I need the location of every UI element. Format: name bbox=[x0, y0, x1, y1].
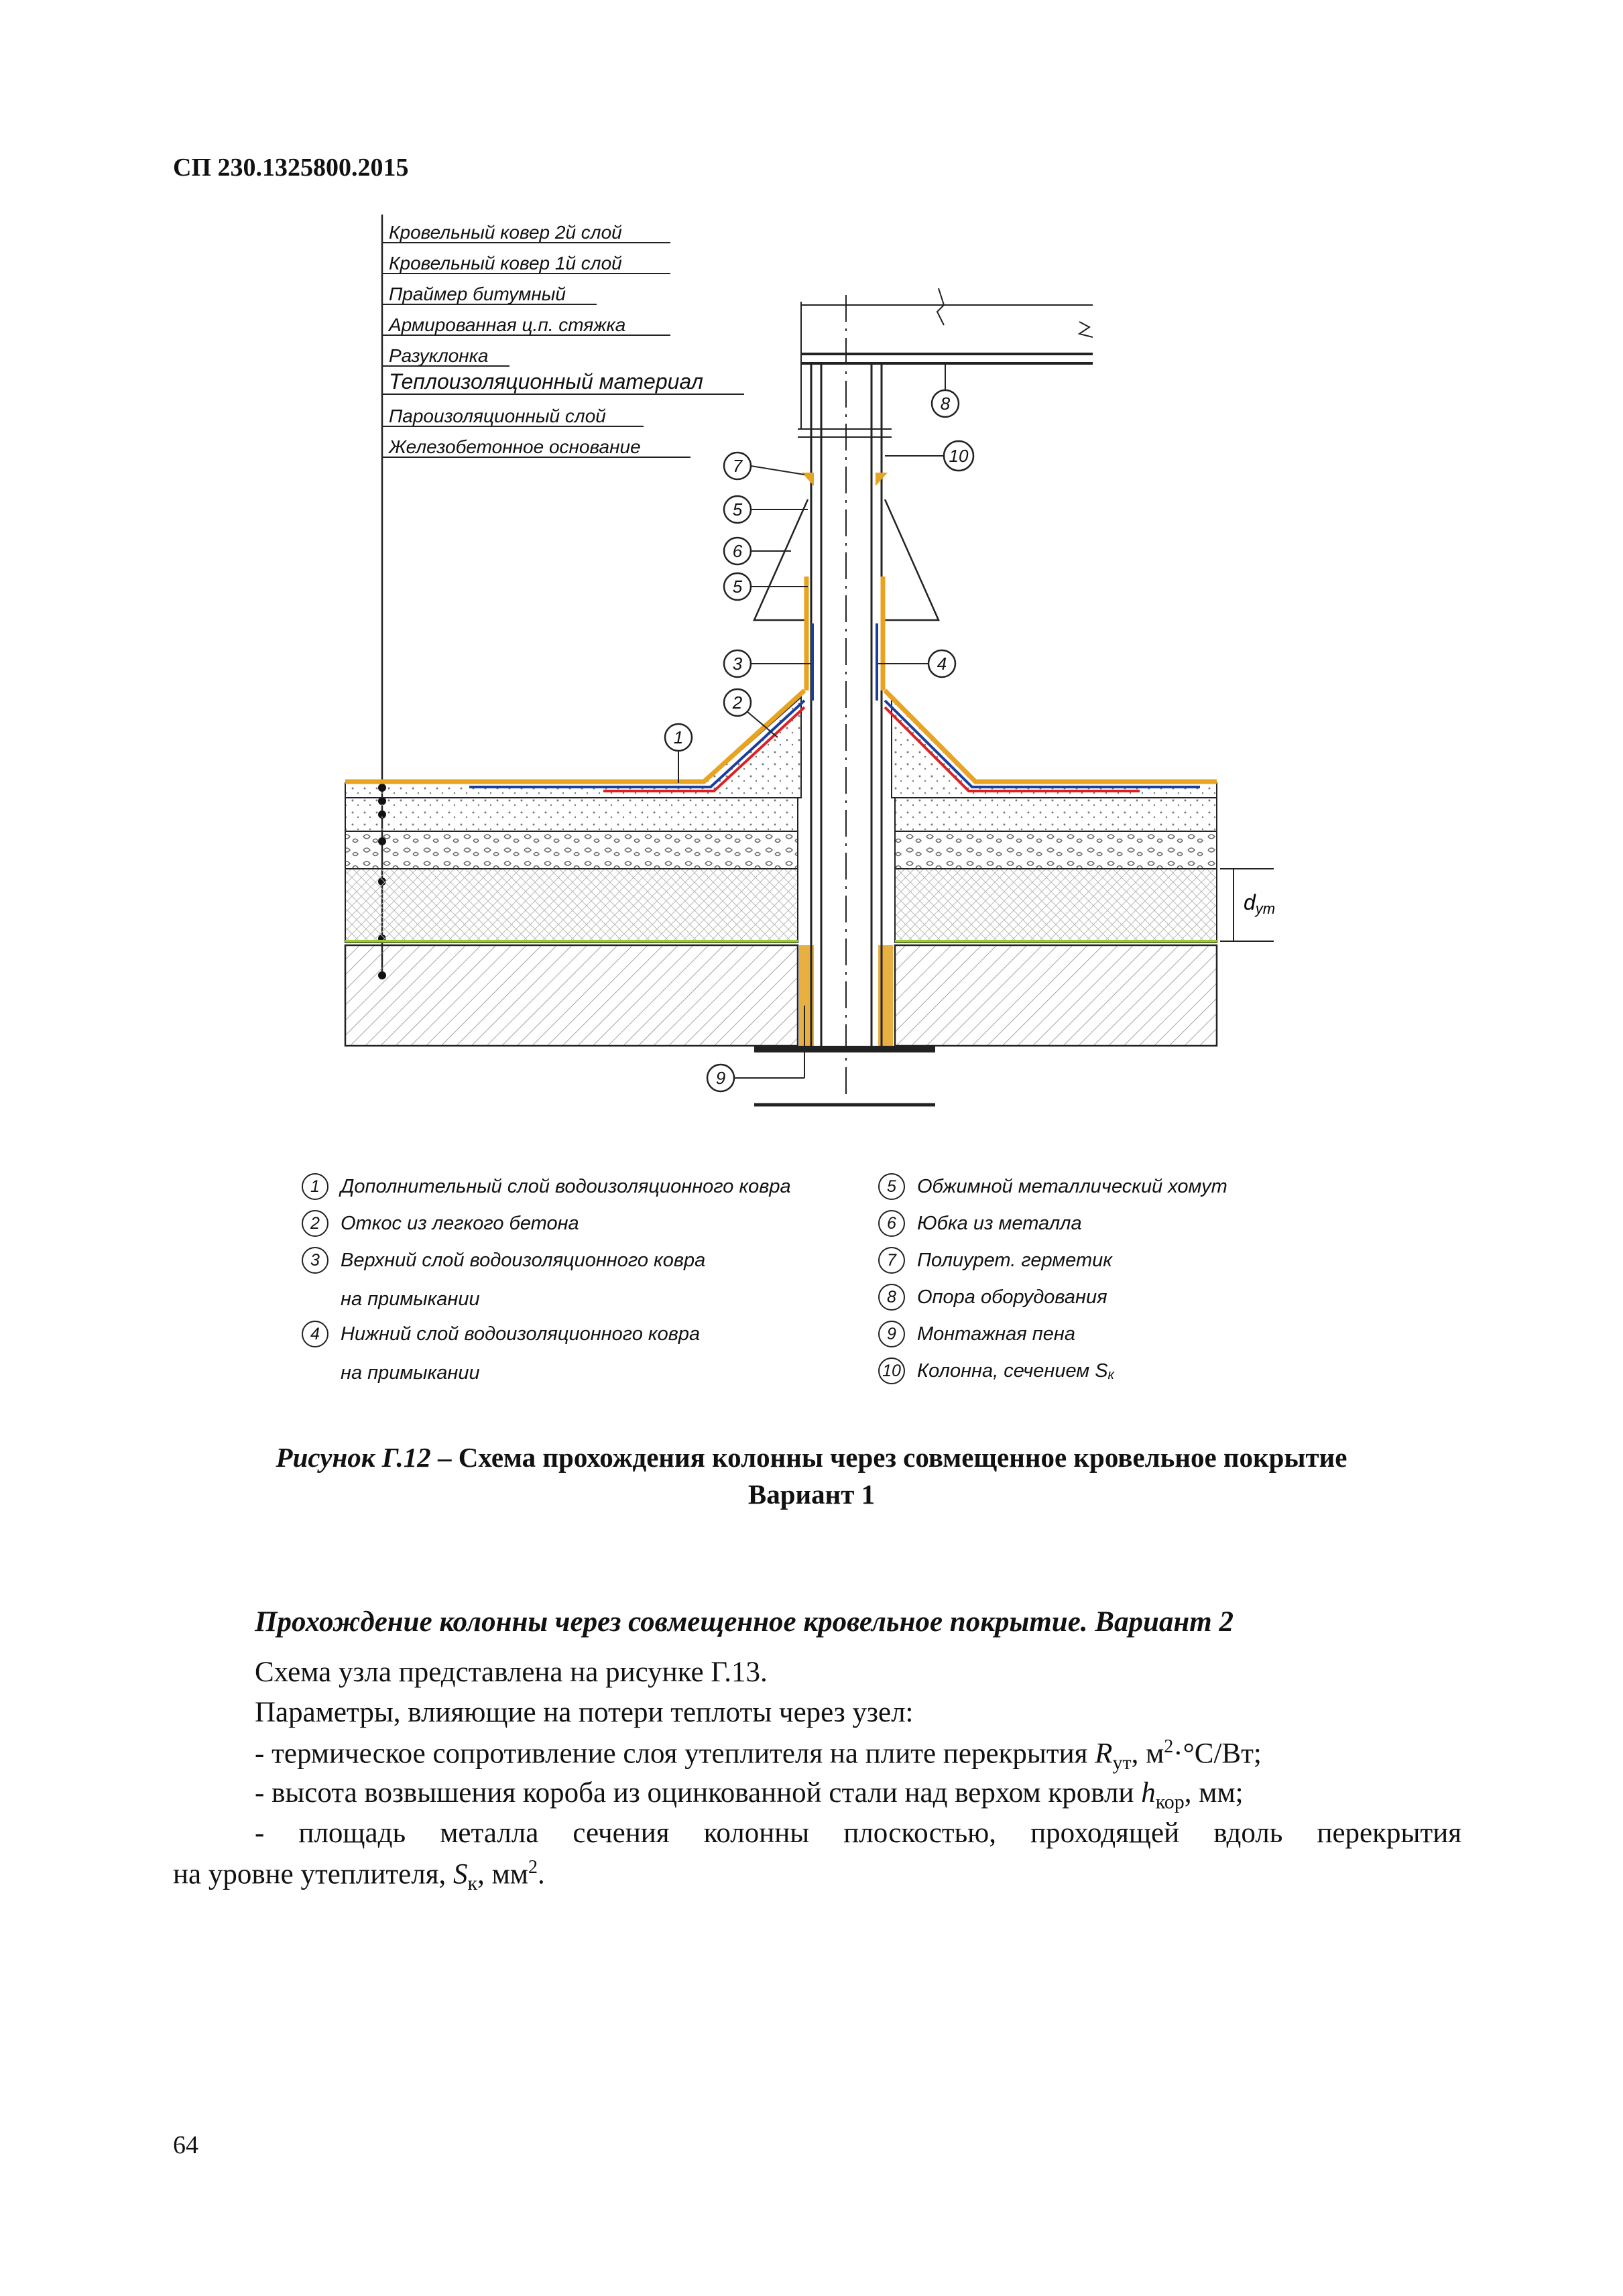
layer-label: Разуклонка bbox=[389, 345, 489, 366]
legend-item: 1 Дополнительный слой водоизоляционного ковра bbox=[302, 1173, 791, 1200]
legend-item: 9 Монтажная пена bbox=[878, 1321, 1075, 1347]
legend-item: 8 Опора оборудования bbox=[878, 1284, 1107, 1311]
legend-item: 2 Откос из легкого бетона bbox=[302, 1210, 579, 1237]
column-passage-drawing bbox=[322, 201, 1276, 1126]
paragraph: Схема узла представлена на рисунке Г.13. bbox=[255, 1656, 768, 1688]
document-code: СП 230.1325800.2015 bbox=[173, 154, 409, 182]
layer-label: Железобетонное основание bbox=[389, 436, 641, 457]
callout-7 bbox=[724, 452, 804, 479]
callout-1 bbox=[665, 724, 692, 783]
layer-label: Кровельный ковер 1й слой bbox=[389, 253, 622, 274]
legend-item: 7 Полиурет. герметик bbox=[878, 1247, 1112, 1274]
layer-label: Праймер битумный bbox=[389, 284, 566, 304]
legend-item: 10 Колонна, сечением S к bbox=[878, 1357, 1114, 1384]
callout-3 bbox=[724, 650, 811, 677]
svg-text:4: 4 bbox=[937, 654, 947, 674]
svg-text:9: 9 bbox=[715, 1068, 726, 1088]
svg-text:6: 6 bbox=[732, 541, 743, 561]
svg-text:10: 10 bbox=[949, 446, 969, 466]
bullet-item-continuation: на уровне утеплителя, $S_к$, $мм^2$. bbox=[173, 1857, 545, 1894]
svg-text:2: 2 bbox=[732, 692, 743, 713]
bullet-item: - термическое сопротивление слоя утеплителя на плите перекрытия $R_{ут}$, $м^2\cdot^\circ С/Вт$; bbox=[255, 1736, 1262, 1774]
legend-item: 5 Обжимной металлический хомут bbox=[878, 1173, 1227, 1200]
callout-5 bbox=[724, 496, 808, 523]
svg-text:5: 5 bbox=[732, 577, 743, 597]
legend-item-continuation: на примыкании bbox=[341, 1362, 480, 1384]
legend-item-continuation: на примыкании bbox=[341, 1288, 480, 1310]
mounting-foam bbox=[878, 945, 893, 1046]
layer-label: Кровельный ковер 2й слой bbox=[389, 222, 622, 243]
legend-item: 3 Верхний слой водоизоляционного ковра bbox=[302, 1247, 705, 1274]
legend-item: 4 Нижний слой водоизоляционного ковра bbox=[302, 1321, 700, 1347]
roof-section-left bbox=[345, 690, 804, 1046]
layer-label: Теплоизоляционный материал bbox=[389, 369, 703, 394]
callout-5b bbox=[724, 573, 808, 600]
page-number: 64 bbox=[173, 2131, 198, 2159]
figure-caption: Рисунок Г.12 – Схема прохождения колонны через совмещенное кровельное покрытие bbox=[276, 1442, 1347, 1473]
callout-8 bbox=[932, 363, 959, 417]
callout-2 bbox=[724, 689, 778, 737]
svg-text:8: 8 bbox=[940, 394, 951, 414]
svg-text:3: 3 bbox=[732, 654, 743, 674]
svg-text:dут: dут bbox=[1244, 890, 1276, 917]
svg-text:1: 1 bbox=[673, 727, 684, 747]
roof-section-right bbox=[885, 690, 1217, 1046]
bullet-item: - высота возвышения короба из оцинкованной стали над верхом кровли $h_{кор}$, мм; bbox=[255, 1777, 1244, 1813]
section-heading: Прохождение колонны через совмещенное кровельное покрытие. Вариант 2 bbox=[255, 1606, 1234, 1638]
figure-caption-line2: Вариант 1 bbox=[747, 1479, 876, 1510]
callout-4 bbox=[878, 650, 955, 677]
bullet-item: - площадь металла сечения колонны плоскостью, проходящей вдоль перекрытия bbox=[255, 1817, 1461, 1849]
figure-title: Схема прохождения колонны через совмещенное кровельное покрытие bbox=[458, 1442, 1347, 1473]
insulation-thickness-dimension bbox=[1220, 869, 1275, 941]
paragraph: Параметры, влияющие на потери теплоты через узел: bbox=[255, 1697, 914, 1728]
svg-text:7: 7 bbox=[732, 456, 743, 476]
svg-text:5: 5 bbox=[732, 499, 743, 520]
legend-item: 6 Юбка из металла bbox=[878, 1210, 1082, 1237]
callout-10 bbox=[885, 441, 973, 471]
layer-label: Пароизоляционный слой bbox=[389, 406, 606, 426]
figure-label: Рисунок Г.12 bbox=[276, 1442, 431, 1473]
layer-label: Армированная ц.п. стяжка bbox=[389, 314, 626, 335]
